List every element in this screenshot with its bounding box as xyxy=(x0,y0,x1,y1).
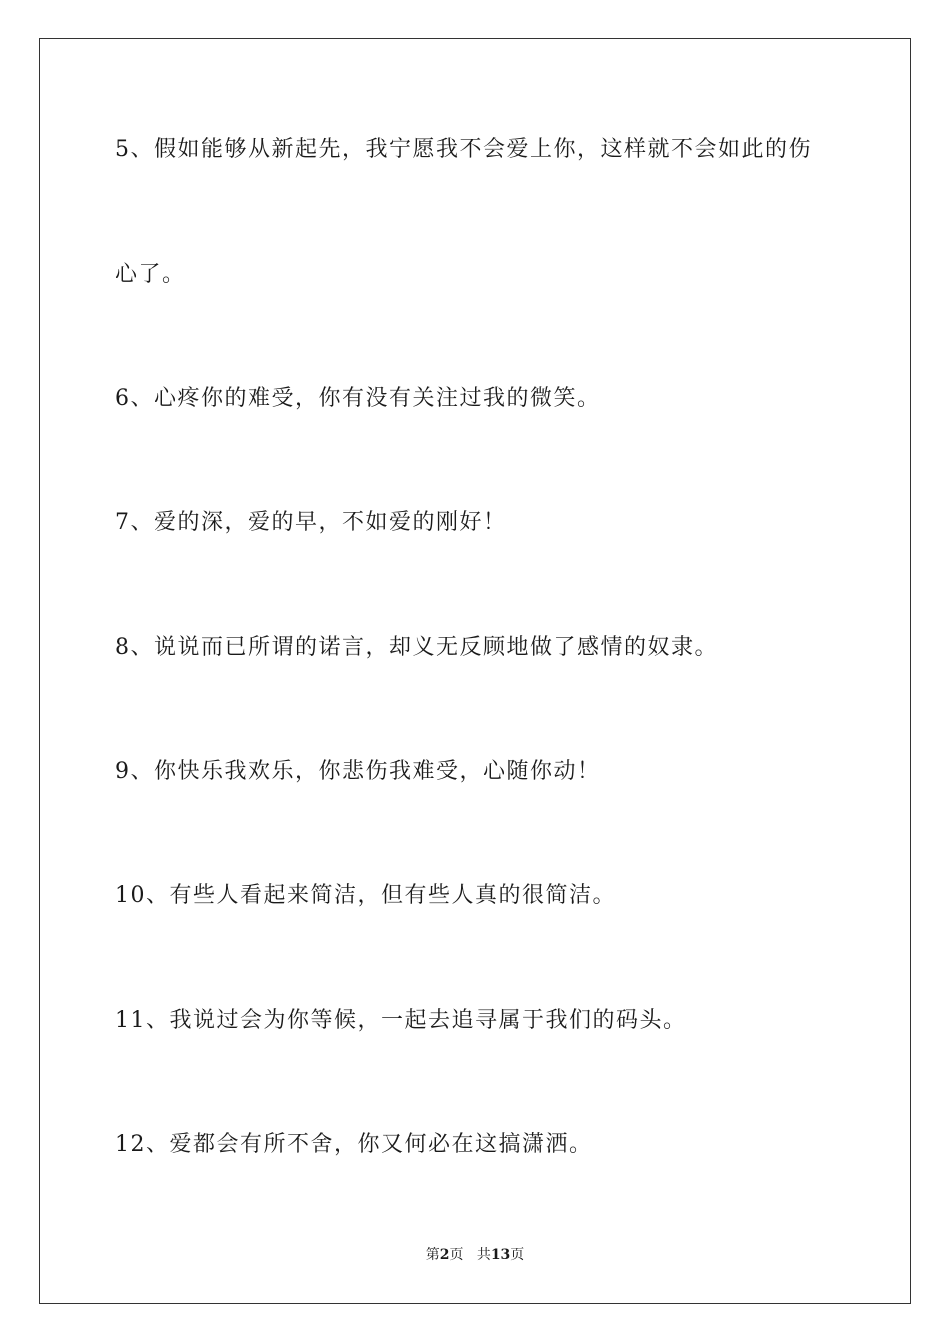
list-item-7: 7、爱的深，爱的早，不如爱的刚好！ xyxy=(115,510,507,535)
page-footer xyxy=(0,1245,950,1265)
total-pages: 13 xyxy=(490,1247,511,1263)
list-item-10: 10、有些人看起来简洁，但有些人真的很简洁。 xyxy=(115,883,616,908)
total-prefix: 共 xyxy=(476,1247,491,1263)
list-item-6: 6、心疼你的难受，你有没有关注过我的微笑。 xyxy=(115,386,601,411)
page-border xyxy=(39,38,911,1304)
list-item-5-line-1: 5、假如能够从新起先，我宁愿我不会爱上你，这样就不会如此的伤 xyxy=(115,137,812,162)
list-item-12: 12、爱都会有所不舍，你又何必在这搞潇洒。 xyxy=(115,1132,593,1157)
page-prefix: 第 xyxy=(425,1247,440,1263)
list-item-11: 11、我说过会为你等候，一起去追寻属于我们的码头。 xyxy=(115,1008,687,1033)
page-suffix: 页 xyxy=(449,1247,464,1263)
list-item-8: 8、说说而已所谓的诺言，却义无反顾地做了感情的奴隶。 xyxy=(115,635,718,660)
page-number: 2 xyxy=(439,1247,450,1263)
total-suffix: 页 xyxy=(510,1247,525,1263)
list-item-5-line-2: 心了。 xyxy=(115,262,186,287)
list-item-9: 9、你快乐我欢乐，你悲伤我难受，心随你动！ xyxy=(115,759,601,784)
